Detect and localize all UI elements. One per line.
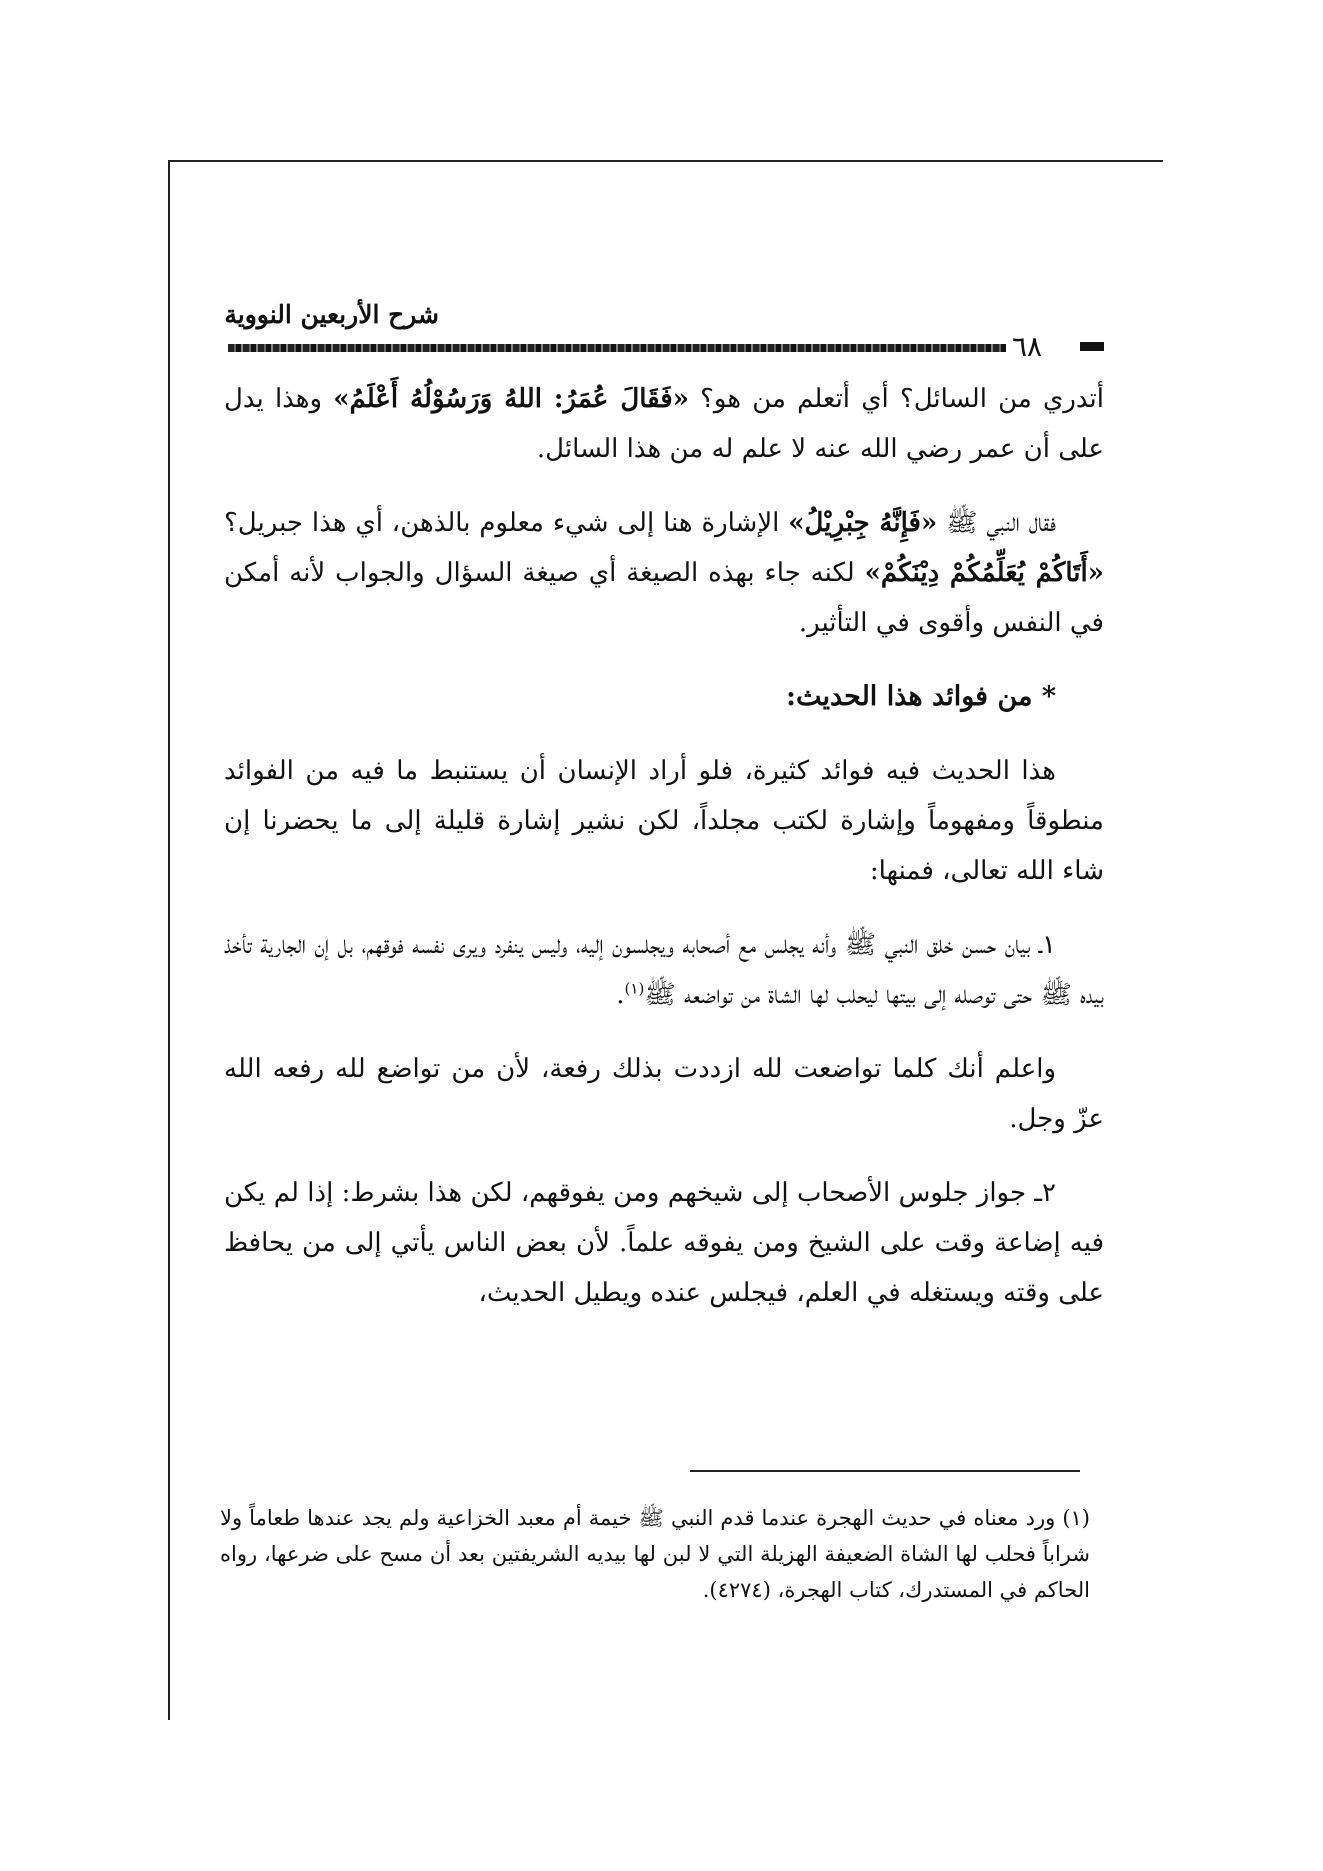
page-frame-left-border	[168, 160, 170, 1720]
paragraph-1-quote: «فَقَالَ عُمَرُ: اللهُ وَرَسُوْلُهُ أَعْلَمُ»	[333, 384, 689, 414]
footnote-separator	[690, 1470, 1080, 1472]
page-number-mark	[1080, 342, 1104, 351]
footnote-number: (١)	[1062, 1506, 1090, 1530]
footnote-reference: (١)	[624, 979, 645, 998]
main-text	[224, 374, 1104, 1342]
paragraph-2	[224, 498, 1104, 648]
paragraph-2-quote-1: «فَإِنَّهُ جِبْرِيْلُ»	[788, 508, 938, 538]
paragraph-3: هذا الحديث فيه فوائد كثيرة، فلو أراد الإنسان أن يستنبط ما فيه من الفوائد منطوقاً ومفهوماً وإشارة لكتب مجلداً، لكن نشير إشارة قليلة إلى ما يحضرنا إن شاء الله تعالى، فمنها:	[224, 756, 1104, 886]
paragraph-2-text-b: الإشارة هنا إلى شيء معلوم بالذهن، أي هذا جبريل؟	[224, 508, 789, 538]
point-1	[224, 920, 1104, 1020]
footnote	[220, 1500, 1090, 1608]
paragraph-4: واعلم أنك كلما تواضعت لله ازددت بذلك رفعة، لأن من تواضع لله رفعه الله عزّ وجل.	[224, 1054, 1104, 1134]
footnote-1	[220, 1500, 1090, 1608]
running-title: شرح الأربعين النووية	[224, 300, 439, 329]
paragraph-1-text-a: أتدري من السائل؟ أي أتعلم من هو؟	[688, 384, 1104, 414]
paragraph-2-quote-2: «أَتَاكُمْ يُعَلِّمُكُمْ دِيْنَكُمْ»	[864, 558, 1104, 588]
point-1-text: ١ـ بيان حسن خلق النبي ﷺ وأنه يجلس مع أصحابه ويجلسون إليه، وليس ينفرد ويرى نفسه فوقهم، بل إن الجارية تأخذ بيده ﷺ حتى توصله إلى بيتها ليحلب لها الشاة من تواضعه ﷺ	[224, 930, 1104, 1010]
point-2: ٢ـ جواز جلوس الأصحاب إلى شيخهم ومن يفوقهم، لكن هذا بشرط: إذا لم يكن فيه إضاعة وقت على الشيخ ومن يفوقه علماً. لأن بعض الناس يأتي إلى من يحافظ على وقته ويستغله في العلم، فيجلس عنده ويطيل الحديث،	[224, 1178, 1104, 1308]
header-rule	[228, 344, 1006, 352]
paragraph-1	[224, 374, 1104, 474]
paragraph-1-text-b: وهذا يدل على أن عمر رضي الله عنه لا علم له من هذا السائل.	[224, 384, 1104, 464]
point-1-end: .	[616, 980, 625, 1010]
footnote-text: ورد معناه في حديث الهجرة عندما قدم النبي ﷺ خيمة أم معبد الخزاعية ولم يجد عندها طعاماً ولا شراباً فحلب لها الشاة الضعيفة الهزيلة التي لا لبن لها بيديه الشريفتين بعد أن مسح على ضرعها، رواه الحاكم في المستدرك، كتاب الهجرة، (٤٢٧٤).	[220, 1506, 1090, 1602]
page-frame-top-border	[168, 160, 1163, 162]
paragraph-2-text-a: فقال النبي ﷺ	[937, 508, 1057, 538]
section-heading: * من فوائد هذا الحديث:	[785, 681, 1056, 712]
paragraph-2-text-c: لكنه جاء بهذه الصيغة أي صيغة السؤال والجواب لأنه أمكن في النفس وأقوى في التأثير.	[224, 558, 1104, 638]
page-number: ٦٨	[1012, 330, 1043, 363]
